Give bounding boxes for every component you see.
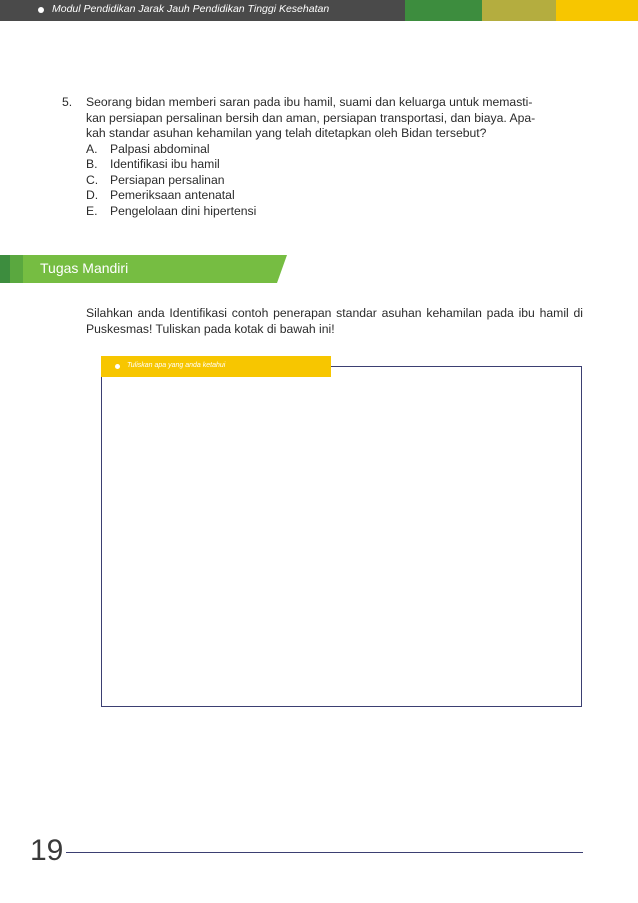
- option-text: Pengelolaan dini hipertensi: [110, 203, 257, 218]
- option-text: Pemeriksaan antenatal: [110, 188, 235, 202]
- option-b: [86, 157, 586, 173]
- header-title: Modul Pendidikan Jarak Jauh Pendidikan Tinggi Kesehatan: [52, 3, 330, 15]
- question-5: [62, 95, 586, 219]
- section-instruction: Silahkan anda Identifikasi contoh penerapan standar asuhan kehamilan pada ibu hamil di Puskesmas! Tuliskan pada kotak di bawah ini!: [86, 306, 583, 336]
- header-bullet-icon: [38, 7, 44, 13]
- section-band: [0, 255, 290, 283]
- question-line: kan persiapan persalinan bersih dan aman, persiapan transportasi, dan biaya. Apa-: [86, 110, 536, 125]
- tab-bullet-icon: [115, 364, 120, 369]
- answer-box-tab: [101, 356, 331, 377]
- option-letter: E.: [86, 203, 98, 218]
- question-line: Seorang bidan memberi saran pada ibu hamil, suami dan keluarga untuk memasti-: [86, 95, 533, 109]
- option-c: [86, 173, 586, 189]
- option-d: [86, 188, 586, 204]
- option-a: [86, 142, 586, 158]
- header-olive-segment: [482, 0, 556, 21]
- option-letter: D.: [86, 188, 99, 202]
- option-letter: B.: [86, 157, 98, 171]
- option-letter: A.: [86, 141, 98, 156]
- header-yellow-segment: [556, 0, 638, 21]
- header-green-segment: [405, 0, 482, 21]
- question-line: kah standar asuhan kehamilan yang telah ditetapkan oleh Bidan tersebut?: [86, 126, 487, 140]
- option-text: Palpasi abdominal: [110, 141, 210, 156]
- page-number: 19: [30, 834, 64, 867]
- answer-box-label: Tuliskan apa yang anda ketahui: [127, 362, 226, 369]
- section-title: Tugas Mandiri: [40, 260, 129, 276]
- footer-rule: [66, 852, 583, 853]
- option-e: [86, 204, 586, 220]
- option-text: Identifikasi ibu hamil: [110, 157, 220, 171]
- option-letter: C.: [86, 172, 99, 187]
- answer-box[interactable]: [101, 366, 582, 707]
- header-title-bar: [0, 0, 405, 21]
- answer-options: [86, 142, 586, 220]
- option-text: Persiapan persalinan: [110, 172, 225, 187]
- question-text: [86, 95, 586, 142]
- question-number: 5.: [62, 95, 73, 109]
- page-header: [0, 0, 638, 21]
